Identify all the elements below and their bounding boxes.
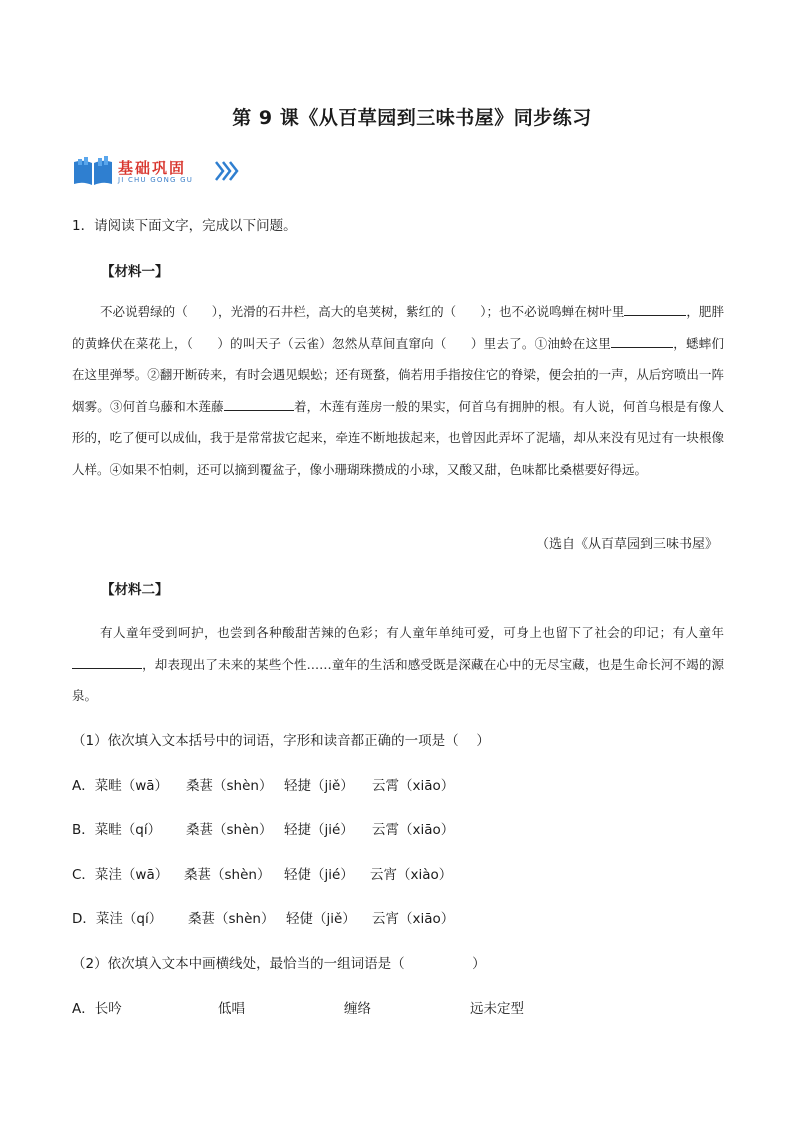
- option-b: 桑葚（shèn）: [188, 911, 275, 927]
- option-a: A．菜畦（wā）: [72, 778, 169, 794]
- passage-text: ），光滑的石井栏，高大的皂荚树，紫红的（: [211, 304, 457, 319]
- material2-label: 【材料二】: [101, 582, 169, 598]
- fill-blank-line: [72, 654, 142, 669]
- option-a: D．菜洼（qí）: [72, 911, 163, 927]
- question-prompt: 1．请阅读下面文字，完成以下问题。: [72, 218, 297, 234]
- subquestion-1-prompt: （1）依次填入文本括号中的词语，字形和读音都正确的一项是（ ）: [72, 733, 490, 749]
- option-d: 云宵（xiào）: [370, 867, 453, 883]
- passage-text: 着，木莲有莲房一般的果实，何首乌有拥肿的根。有人说，何首乌根是有像人形的，吃了便可以成仙，我于是常常拔它起来，牵连不断地拔起来，也曾因此弄坏了泥墙，却从来没有见过有一块根像人样。④如果不怕刺，还可以摘到覆盆子，像小珊瑚珠攒成的小球，又酸又甜，色味都比桑椹要好得远。: [72, 398, 724, 477]
- passage-text: ）里去了。①油蛉在这里: [470, 335, 612, 351]
- banner-title: 基础巩固: [118, 159, 187, 177]
- option-b: 桑葚（shèn）: [184, 867, 271, 883]
- option-d: 云宵（xiāo）: [372, 911, 455, 927]
- option-c: 轻捷（jiě）: [284, 778, 354, 794]
- option-a: B．菜畦（qí）: [72, 822, 162, 838]
- passage-text: ）的叫天子（云雀）忽然从草间直窜向（: [217, 335, 447, 351]
- material2-passage: [72, 617, 724, 712]
- source-citation: （选自《从百草园到三味书屋》: [535, 537, 718, 552]
- option-a: A．长吟: [72, 1001, 122, 1017]
- subquestion-2-prompt: （2）依次填入文本中画横线处，最恰当的一组词语是（ ）: [72, 956, 486, 972]
- fill-blank-line: [624, 301, 686, 316]
- option-d: 云霄（xiāo）: [372, 778, 455, 794]
- option-c: 轻倢（jiě）: [286, 911, 356, 927]
- book-icon: [72, 156, 114, 188]
- page-title: 第 9 课《从百草园到三味书屋》同步练习: [232, 107, 592, 129]
- fill-blank-line: [224, 396, 294, 411]
- material1-passage: [72, 296, 724, 485]
- passage-text: ）；也不必说鸣蝉在树叶里: [480, 304, 625, 319]
- material1-label: 【材料一】: [101, 264, 169, 280]
- passage-text: ，肥胖的黄蜂伏在菜花上，（: [72, 304, 724, 351]
- option-a: C．菜洼（wā）: [72, 867, 169, 883]
- fill-blank-line: [611, 333, 673, 348]
- option-b: 低唱: [218, 1001, 245, 1017]
- option-d: 云霄（xiāo）: [372, 822, 455, 838]
- passage-text: 有人童年受到呵护，也尝到各种酸甜苦辣的色彩；有人童年单纯可爱，可身上也留下了社会的印记；有人童年: [100, 625, 724, 640]
- passage-text: 不必说碧绿的（: [100, 304, 188, 319]
- option-b: 桑葚（shèn）: [186, 822, 273, 838]
- option-c: 缠络: [344, 1001, 371, 1017]
- section-banner: [72, 154, 242, 190]
- passage-text: ，却表现出了未来的某些个性……童年的生活和感受既是深藏在心中的无尽宝藏，也是生命长河不竭的源泉。: [72, 656, 724, 703]
- passage-text: ，蟋蟀们在这里弹琴。②翻开断砖来，有时会遇见蜈蚣；还有斑蝥，倘若用手指按住它的脊梁，便会拍的一声，从后窍喷出一阵烟雾。③何首乌藤和木莲藤: [72, 335, 724, 414]
- banner-subtitle: JI CHU GONG GU: [118, 176, 194, 184]
- chevrons-icon: [214, 160, 240, 182]
- option-d: 远未定型: [470, 1001, 524, 1017]
- option-c: 轻捷（jié）: [284, 822, 354, 838]
- option-c: 轻倢（jié）: [284, 867, 354, 883]
- option-b: 桑葚（shèn）: [186, 778, 273, 794]
